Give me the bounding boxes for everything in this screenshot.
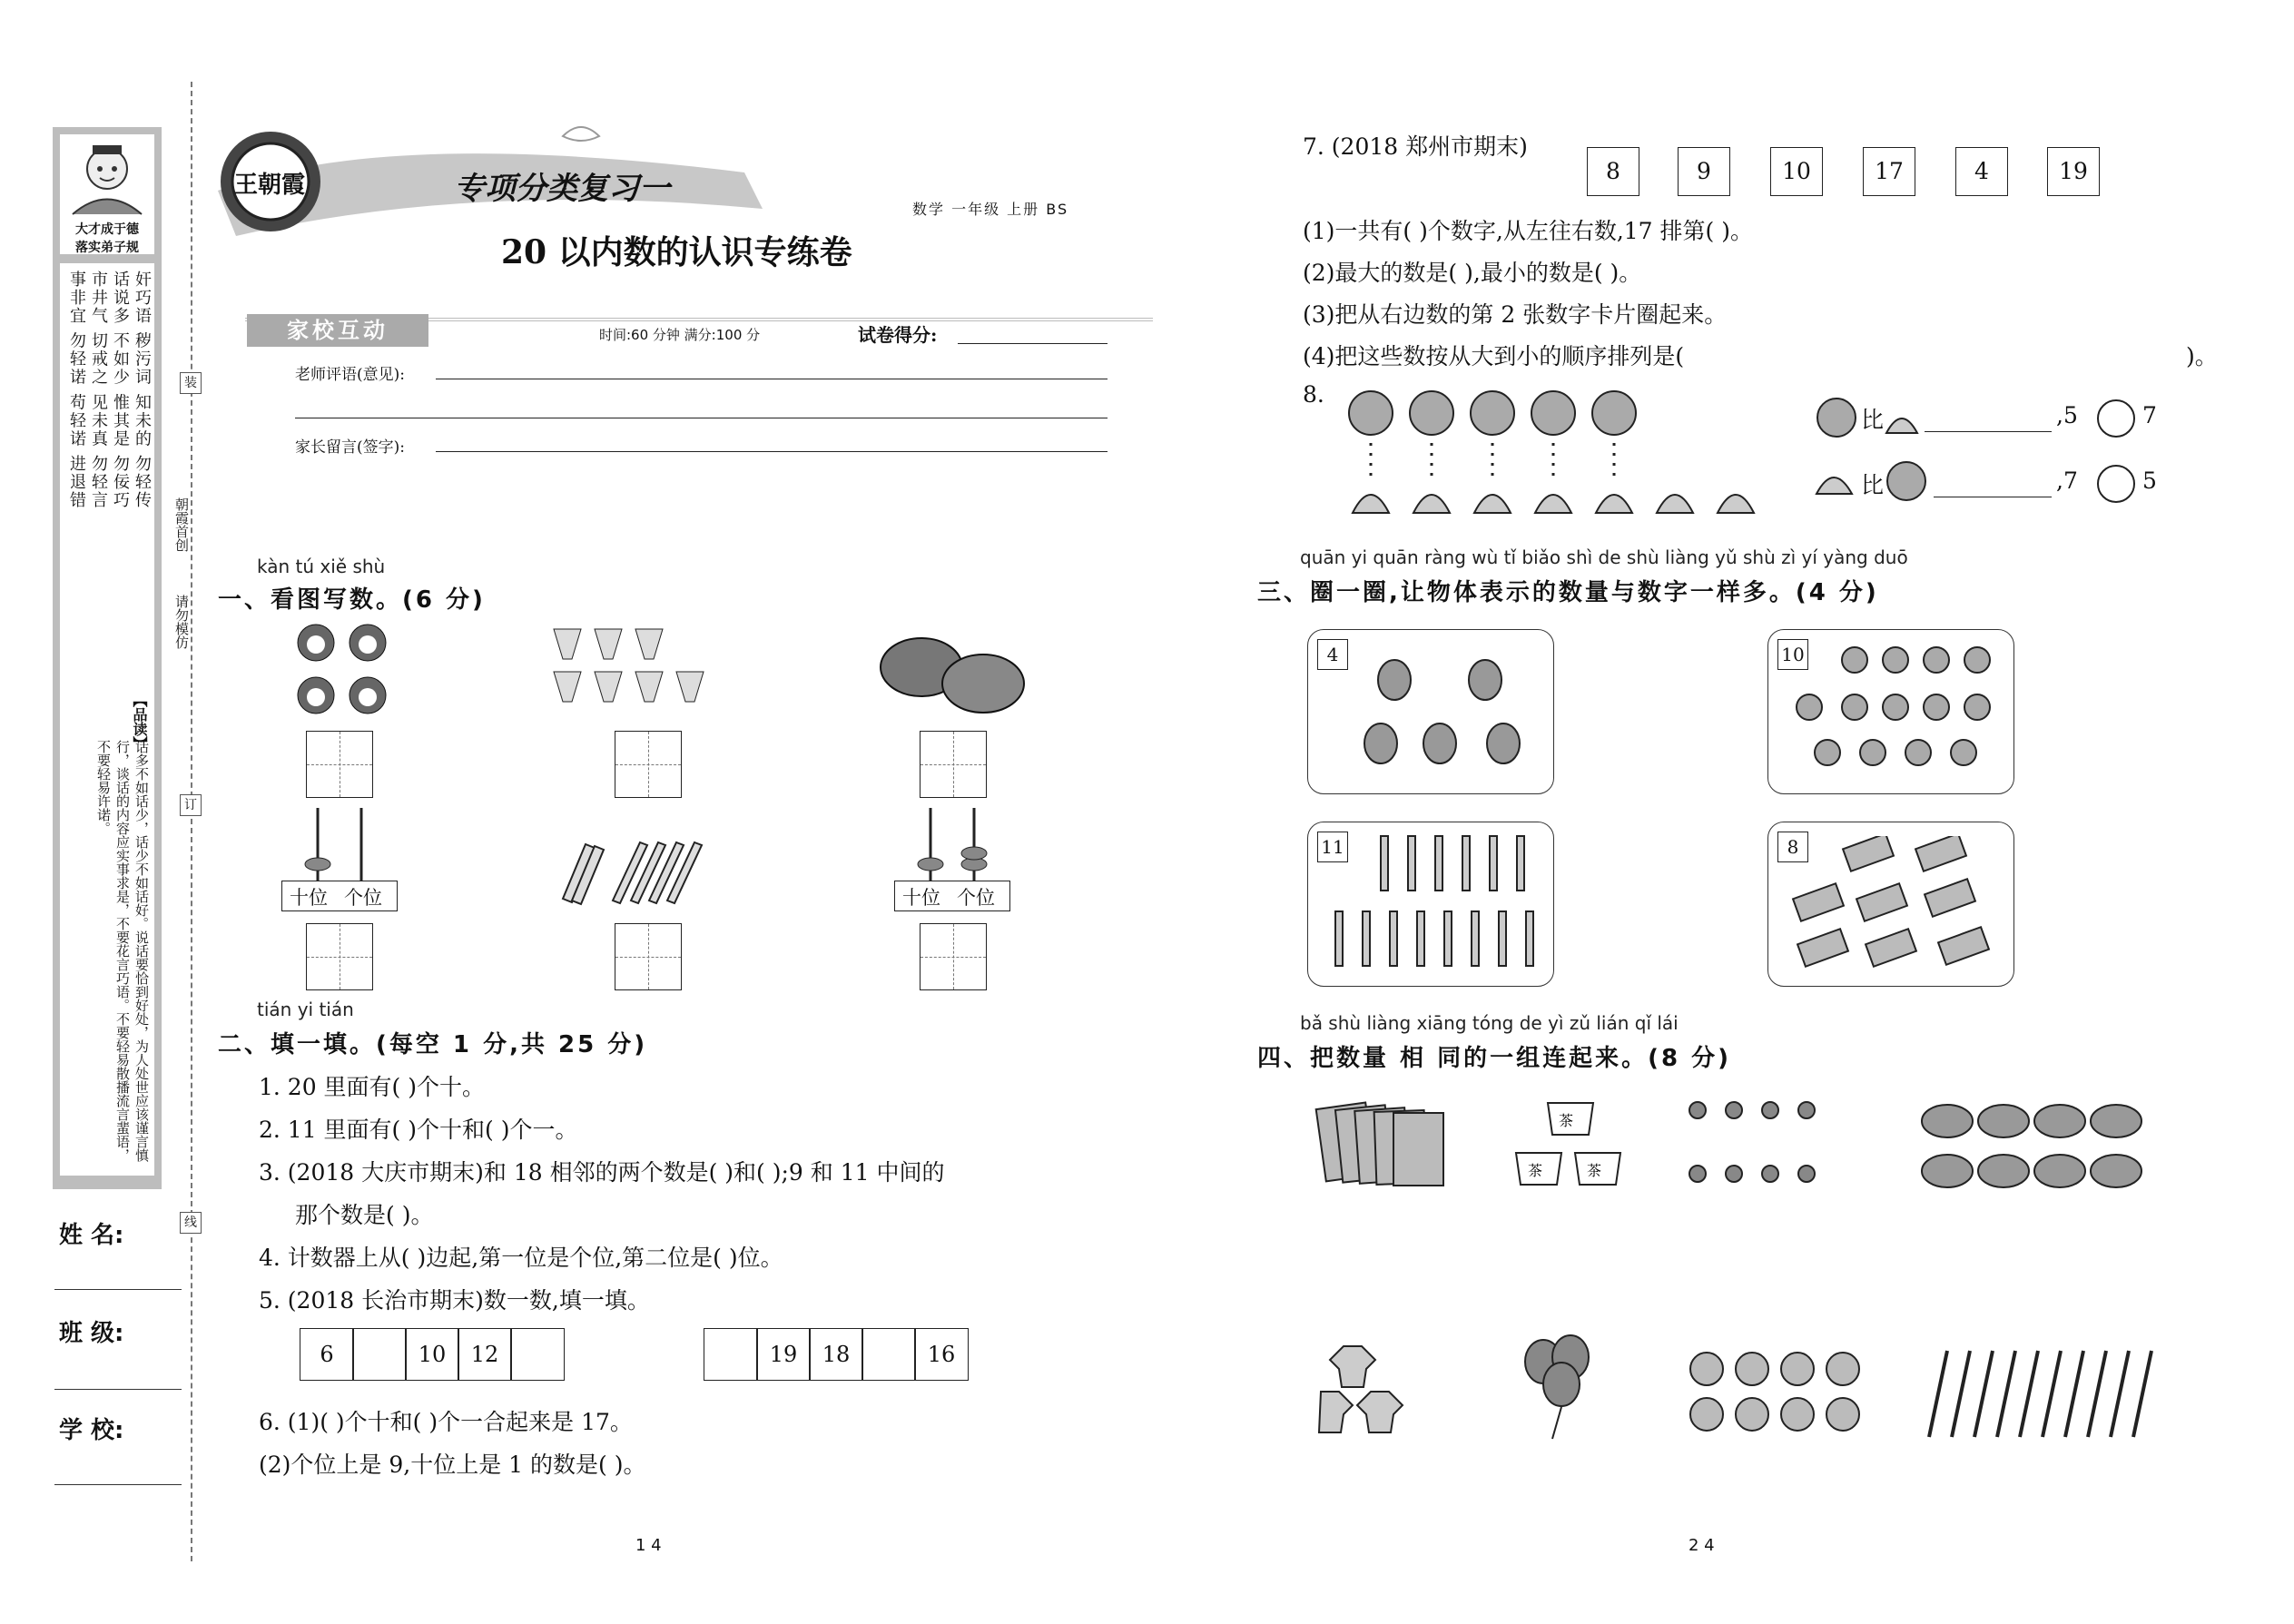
binding-line [191, 82, 192, 1561]
tea-label: 茶 [1559, 1112, 1574, 1129]
sidebar-panel [53, 127, 162, 1189]
seq1-cell[interactable]: 6 [300, 1328, 354, 1381]
seq1-cell[interactable] [352, 1328, 407, 1381]
tea-label: 茶 [1587, 1162, 1602, 1179]
seq2-cell[interactable] [861, 1328, 916, 1381]
brand-name: 王朝霞 [234, 172, 306, 199]
sticks-icon [558, 835, 713, 908]
clothes-icon[interactable] [1316, 1342, 1421, 1442]
cmp1-word: 比 [1861, 407, 1885, 433]
seq1-cell[interactable] [510, 1328, 565, 1381]
answer-box-shuttlecocks[interactable] [615, 731, 682, 798]
q7-head: 7. (2018 郑州市期末) [1303, 133, 1528, 160]
q7-line-4-end: )。 [2186, 343, 2218, 369]
panel-number-tag: 11 [1317, 832, 1348, 862]
squirrel-icon [1358, 644, 1540, 780]
school-field[interactable] [54, 1484, 182, 1485]
answer-box-watermelons[interactable] [920, 731, 987, 798]
q2: 2. 11 里面有( )个十和( )个一。 [259, 1117, 578, 1143]
q3-line-1: 3. (2018 大庆市期末)和 18 相邻的两个数是( )和( );9 和 11 中间的 [259, 1159, 945, 1186]
circle-panel-10[interactable] [1767, 629, 2014, 794]
number-card[interactable]: 19 [2047, 147, 2100, 196]
number-card[interactable]: 10 [1770, 147, 1823, 196]
cut-mark-1: 装 [180, 372, 202, 394]
reading-label: 【品读】 [131, 693, 148, 751]
motto-line-2: 落实弟子规 [75, 241, 139, 255]
answer-box-abacus-2[interactable] [920, 923, 987, 990]
page-number-right: 2 4 [1689, 1536, 1715, 1555]
cmp1-answer-line[interactable] [1925, 431, 2052, 432]
q6-part-2: (2)个位上是 9,十位上是 1 的数是( )。 [259, 1452, 646, 1478]
paper-title: 20 以内数的认识专练卷 [501, 233, 852, 271]
radishes-icon[interactable] [1679, 1342, 1879, 1442]
seq2-cell[interactable]: 19 [756, 1328, 811, 1381]
copyright-2: 请勿模仿 [173, 595, 190, 649]
answer-box-pandas[interactable] [306, 731, 373, 798]
panel-number-tag: 10 [1777, 639, 1808, 670]
apple-icon [1814, 393, 1859, 438]
score-field[interactable] [958, 343, 1108, 344]
apples-peaches-icon [1344, 381, 1788, 527]
verse-col-2: 市井气 切戒之 见未真 勿轻言 [89, 271, 108, 510]
section1-title: 一、看图写数。(6 分) [218, 586, 486, 614]
panel-number-tag: 4 [1317, 639, 1348, 670]
number-card[interactable]: 17 [1863, 147, 1915, 196]
cmp1-circle[interactable] [2097, 399, 2135, 438]
books-icon[interactable] [1312, 1097, 1457, 1196]
section3-pinyin: quān yi quān ràng wù tǐ biǎo shì de shù liàng yǔ shù zì yí yàng duō [1300, 546, 1908, 568]
time-info: 时间:60 分钟 满分:100 分 [599, 327, 761, 343]
circle-panel-11[interactable] [1307, 822, 1554, 987]
watermelon-icon [876, 631, 1030, 722]
number-card[interactable]: 9 [1678, 147, 1730, 196]
q7-line-2: (2)最大的数是( ),最小的数是( )。 [1303, 260, 1642, 286]
abacus-1-icon [281, 808, 399, 881]
circle-panel-8[interactable] [1767, 822, 2014, 987]
seq1-cell[interactable]: 10 [405, 1328, 459, 1381]
number-card[interactable]: 8 [1587, 147, 1639, 196]
cut-mark-3: 线 [180, 1212, 202, 1234]
q5: 5. (2018 长治市期末)数一数,填一填。 [259, 1287, 650, 1314]
section2-pinyin: tián yi tián [257, 999, 354, 1020]
seq1-cell[interactable]: 12 [458, 1328, 512, 1381]
peach-icon [1884, 404, 1920, 437]
abacus-1-tens-label: 十位 [290, 887, 328, 909]
section1-pinyin: kàn tú xiě shù [257, 556, 386, 577]
abacus-2-ones-label: 个位 [957, 887, 995, 909]
section2-title: 二、填一填。(每空 1 分,共 25 分) [218, 1031, 648, 1058]
panel-number-tag: 8 [1777, 832, 1808, 862]
q6-part-1: 6. (1)( )个十和( )个一合起来是 17。 [259, 1409, 633, 1435]
parent-comment-label: 家长留言(签字): [295, 438, 405, 457]
page-number-left: 1 4 [635, 1536, 662, 1555]
home-school-label: 家校互动 [247, 314, 428, 347]
forks-icon[interactable] [1920, 1342, 2165, 1446]
number-card[interactable]: 4 [1955, 147, 2008, 196]
school-label: 学 校: [59, 1417, 124, 1444]
peach-icon [1814, 461, 1855, 497]
reading-panel [60, 685, 154, 1176]
mascot-area [60, 134, 154, 254]
apple-icon [1884, 457, 1929, 502]
score-label: 试卷得分: [858, 324, 938, 346]
seq2-cell[interactable] [704, 1328, 758, 1381]
section4-pinyin: bǎ shù liàng xiāng tóng de yì zǔ lián qǐ lái [1300, 1012, 1679, 1034]
eraser-icon [1782, 836, 2004, 972]
verse-col-1: 事非宜 勿轻诺 苟轻诺 进退错 [67, 271, 86, 510]
series-title: 专项分类复习一 [454, 171, 670, 207]
circle-panel-4[interactable] [1307, 629, 1554, 794]
q3-line-2: 那个数是( )。 [295, 1202, 434, 1228]
abacus-2-frame [894, 881, 1010, 911]
ants-icon[interactable] [1679, 1088, 1843, 1206]
cmp2-word: 比 [1861, 472, 1885, 498]
parent-comment-line[interactable] [436, 451, 1108, 452]
abacus-1-frame [281, 881, 398, 911]
q7-line-4: (4)把这些数按从大到小的顺序排列是( [1303, 343, 1685, 369]
teacher-comment-label: 老师评语(意见): [295, 366, 405, 384]
section3-title: 三、圈一圈,让物体表示的数量与数字一样多。(4 分) [1257, 579, 1879, 606]
cmp2-circle[interactable] [2097, 465, 2135, 503]
seq2-cell[interactable]: 16 [914, 1328, 969, 1381]
name-label: 姓 名: [59, 1222, 124, 1249]
verse-col-4: 奸巧语 秽污词 知未的 勿轻传 [133, 271, 152, 510]
subject-tags: 数学 一年级 上册 BS [912, 201, 1069, 218]
class-label: 班 级: [59, 1320, 124, 1347]
name-field[interactable] [54, 1289, 182, 1290]
abacus-1-ones-label: 个位 [344, 887, 382, 909]
abacus-2-icon [894, 808, 1012, 881]
cmp1-tail: ,5 [2056, 402, 2078, 428]
section4-title: 四、把数量 相 同的一组连起来。(8 分) [1257, 1045, 1732, 1072]
shuttlecock-icon [545, 625, 717, 715]
q1: 1. 20 里面有( )个十。 [259, 1074, 486, 1100]
scholar-mascot-icon [60, 134, 154, 216]
chick-icon [1782, 635, 2004, 789]
class-field[interactable] [54, 1389, 182, 1390]
pencil-icon [1326, 832, 1544, 977]
cmp1-right: 7 [2142, 402, 2157, 428]
motto-line-1: 大才成于德 [75, 222, 139, 237]
copyright-1: 朝霞首创 [173, 497, 190, 552]
q7-line-3: (3)把从右边数的第 2 张数字卡片圈起来。 [1303, 301, 1728, 328]
q4: 4. 计数器上从( )边起,第一位是个位,第二位是( )位。 [259, 1245, 783, 1271]
seq2-cell[interactable]: 18 [809, 1328, 863, 1381]
q8-head: 8. [1303, 381, 1324, 408]
cmp2-right: 5 [2142, 468, 2157, 494]
verse-col-3: 话说多 不如少 惟其是 勿佞巧 [111, 271, 130, 510]
balloons-icon[interactable] [1521, 1334, 1602, 1443]
hamburgers-icon[interactable] [1915, 1098, 2151, 1198]
q7-line-1: (1)一共有( )个数字,从左往右数,17 排第( )。 [1303, 218, 1753, 244]
reading-text: 话多不如话少，话少不如话好。说话要恰到好处，为人处世应该谨言慎行，谈话的内容应实事求是，不要花言巧语。不要轻易散播流言蜚语，不要轻易许诺。 [95, 740, 150, 1162]
panda-icon [290, 617, 395, 722]
cmp2-tail: ,7 [2056, 468, 2078, 494]
answer-box-sticks[interactable] [615, 923, 682, 990]
tea-label: 茶 [1528, 1162, 1543, 1179]
answer-box-abacus-1[interactable] [306, 923, 373, 990]
abacus-2-tens-label: 十位 [902, 887, 940, 909]
cut-mark-2: 订 [180, 794, 202, 816]
tea-cup-icon[interactable] [1511, 1098, 1629, 1198]
